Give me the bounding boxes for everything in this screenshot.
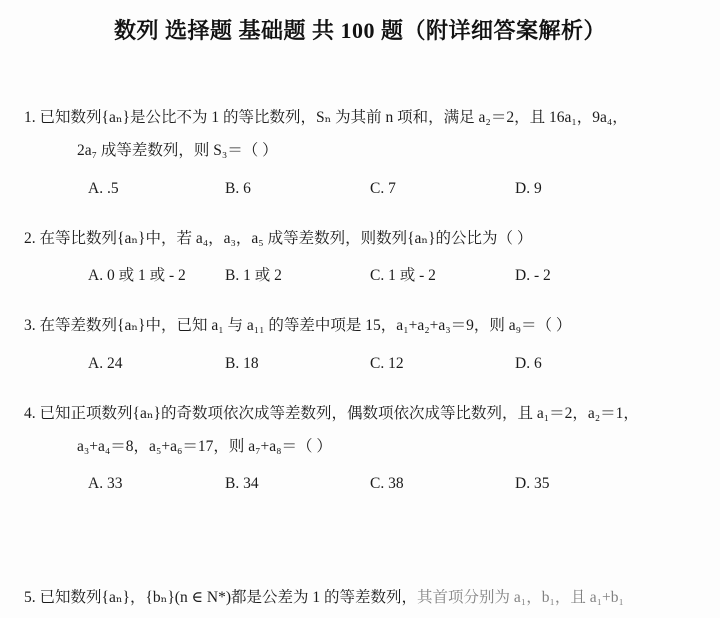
question-body-degraded: 其首项分别为 a₁，b₁，且 a₁+b₁ bbox=[417, 589, 624, 606]
options-row bbox=[0, 265, 720, 286]
option-text: 6 bbox=[243, 179, 251, 197]
option-b[interactable] bbox=[225, 178, 251, 199]
option-key: A. bbox=[88, 354, 104, 372]
option-a[interactable] bbox=[88, 473, 122, 494]
options-row bbox=[0, 473, 720, 494]
question-body: 已知数列{aₙ}，{bₙ}(n ∈ N*)都是公差为 1 的等差数列， bbox=[39, 589, 418, 606]
option-key: D. bbox=[515, 179, 531, 197]
question-body: 已知数列{aₙ}是公比不为 1 的等比数列，Sₙ 为其前 n 项和，满足 a₂＝2，且 16a₁，9a₄， bbox=[39, 109, 628, 126]
option-d[interactable] bbox=[515, 265, 551, 286]
question-item bbox=[0, 108, 720, 199]
option-b[interactable] bbox=[225, 265, 282, 286]
question-number: 1. bbox=[24, 109, 36, 126]
question-item bbox=[0, 316, 720, 373]
option-key: D. bbox=[515, 354, 531, 372]
question-body: 在等比数列{aₙ}中，若 a₄，a₃，a₅ 成等差数列，则数列{aₙ}的公比为（ ） bbox=[39, 229, 533, 247]
option-key: C. bbox=[370, 179, 385, 197]
option-text: 9 bbox=[533, 179, 542, 197]
page-title: 数列 选择题 基础题 共 100 题（附详细答案解析） bbox=[113, 18, 606, 43]
question-text-line-2: a₃+a₄＝8，a₅+a₆＝17，则 a₇+a₈＝（ ） bbox=[77, 437, 332, 455]
question-item-partial bbox=[0, 588, 720, 607]
question-item bbox=[0, 229, 720, 286]
option-text: 6 bbox=[533, 354, 542, 372]
question-number: 2. bbox=[24, 229, 36, 247]
option-text: 34 bbox=[243, 475, 259, 493]
option-b[interactable] bbox=[225, 353, 259, 374]
option-a[interactable] bbox=[88, 265, 186, 286]
question-number: 3. bbox=[24, 317, 36, 335]
option-c[interactable] bbox=[370, 353, 404, 374]
option-d[interactable] bbox=[515, 473, 549, 494]
option-a[interactable] bbox=[88, 353, 122, 374]
option-key: D. bbox=[515, 267, 531, 285]
option-text: - 2 bbox=[533, 267, 551, 285]
question-number: 4. bbox=[24, 404, 36, 422]
option-text: .5 bbox=[106, 179, 119, 197]
options-row bbox=[0, 178, 720, 199]
option-key: B. bbox=[225, 267, 240, 285]
option-text: 18 bbox=[243, 354, 259, 372]
option-text: 33 bbox=[106, 475, 123, 493]
option-text: 38 bbox=[388, 475, 404, 493]
option-key: B. bbox=[225, 354, 240, 372]
options-row bbox=[0, 353, 720, 374]
question-body: 在等差数列{aₙ}中，已知 a₁ 与 a₁₁ 的等差中项是 15，a₁+a₂+a₃＝9，则 a₉＝（ ） bbox=[39, 317, 572, 335]
question-text-line bbox=[0, 316, 720, 335]
question-text-line bbox=[0, 229, 720, 248]
option-c[interactable] bbox=[370, 178, 396, 199]
option-text: 35 bbox=[533, 475, 550, 493]
question-item bbox=[0, 404, 720, 495]
option-c[interactable] bbox=[370, 473, 404, 494]
option-b[interactable] bbox=[225, 473, 259, 494]
option-key: C. bbox=[370, 354, 385, 372]
option-key: B. bbox=[225, 179, 240, 197]
option-text: 1 或 2 bbox=[243, 267, 282, 285]
question-body: 已知正项数列{aₙ}的奇数项依次成等差数列，偶数项依次成等比数列，且 a₁＝2，a₂＝1， bbox=[39, 404, 639, 422]
option-key: B. bbox=[225, 475, 240, 493]
option-key: C. bbox=[370, 475, 385, 493]
question-text-line bbox=[0, 588, 720, 607]
option-text: 12 bbox=[388, 354, 404, 372]
option-c[interactable] bbox=[370, 265, 436, 286]
question-list bbox=[0, 108, 720, 524]
option-text: 0 或 1 或 - 2 bbox=[106, 267, 186, 285]
option-text: 7 bbox=[388, 179, 396, 197]
question-text-line-2: 2a₇ 成等差数列，则 S₃＝（ ） bbox=[77, 142, 278, 160]
option-text: 24 bbox=[106, 354, 123, 372]
option-key: C. bbox=[370, 267, 385, 285]
option-text: 1 或 - 2 bbox=[388, 267, 436, 285]
option-key: A. bbox=[88, 267, 104, 285]
question-number: 5. bbox=[24, 589, 36, 606]
question-text-line bbox=[0, 108, 720, 127]
option-key: A. bbox=[88, 179, 104, 197]
option-key: D. bbox=[515, 475, 531, 493]
option-a[interactable] bbox=[88, 178, 119, 199]
question-text-line bbox=[0, 404, 720, 423]
option-d[interactable] bbox=[515, 178, 542, 199]
option-key: A. bbox=[88, 475, 104, 493]
option-d[interactable] bbox=[515, 353, 542, 374]
